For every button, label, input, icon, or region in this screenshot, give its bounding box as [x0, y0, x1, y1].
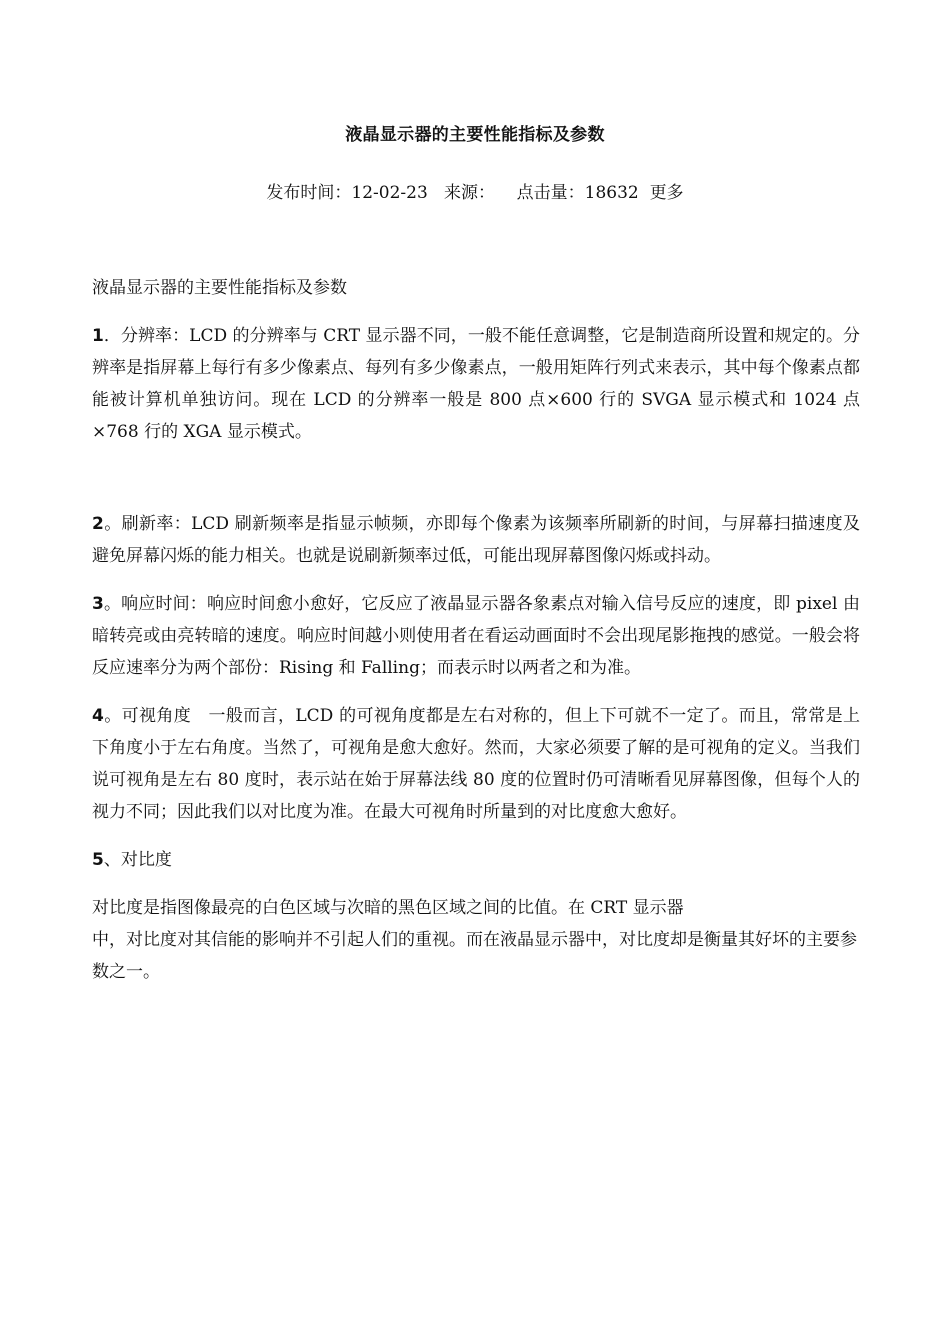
section-refresh-rate: [92, 508, 860, 572]
article-meta: [0, 178, 950, 203]
contrast-line-1: 对比度是指图像最亮的白色区域与次暗的黑色区域之间的比值。在 CRT 显示器: [92, 898, 684, 918]
section-text: 。响应时间：响应时间愈小愈好，它反应了液晶显示器各象素点对输入信号反应的速度，即 pixel 由暗转亮或由亮转暗的速度。响应时间越小则使用者在看运动画面时不会出现尾影拖拽的感觉。一般会将反应速率分为两个部份：Rising 和 Falling；而表示时以两者之和为准。: [92, 594, 860, 678]
section-contrast-heading: [92, 844, 860, 876]
more-link[interactable]: 更多: [649, 183, 684, 203]
clicks-count: 18632: [584, 183, 639, 203]
section-text: ．分辨率：LCD 的分辨率与 CRT 显示器不同，一般不能任意调整，它是制造商所设置和规定的。分辨率是指屏幕上每行有多少像素点、每列有多少像素点，一般用矩阵行列式来表示，其中每个像素点都能被计算机单独访问。现在 LCD 的分辨率一般是 800 点×600 行的 SVGA 显示模式和 1024 点×768 行的 XGA 显示模式。: [92, 326, 860, 442]
clicks-label: 点击量：: [516, 183, 585, 203]
article-body: [92, 272, 860, 988]
section-number: 3: [92, 594, 104, 614]
section-response-time: [92, 588, 860, 684]
published-label: 发布时间：: [266, 183, 352, 203]
section-number: 1: [92, 326, 104, 346]
section-text: 。刷新率：LCD 刷新频率是指显示帧频，亦即每个像素为该频率所刷新的时间，与屏幕扫描速度及避免屏幕闪烁的能力相关。也就是说刷新频率过低，可能出现屏幕图像闪烁或抖动。: [92, 514, 860, 566]
section-text: 、对比度: [103, 850, 172, 870]
section-number: 5: [92, 850, 104, 870]
section-viewing-angle: [92, 700, 860, 828]
contrast-paragraph: [92, 892, 860, 988]
section-resolution: [92, 320, 860, 448]
section-number: 4: [92, 706, 104, 726]
intro-paragraph: 液晶显示器的主要性能指标及参数: [92, 278, 347, 298]
published-date: 12-02-23: [351, 183, 428, 203]
source-label: 来源：: [444, 183, 496, 203]
section-number: 2: [92, 514, 104, 534]
article-title: 液晶显示器的主要性能指标及参数: [345, 125, 605, 145]
section-text: 。可视角度 一般而言，LCD 的可视角度都是左右对称的，但上下可就不一定了。而且，常常是上下角度小于左右角度。当然了，可视角是愈大愈好。然而，大家必须要了解的是可视角的定义。当我们说可视角是左右 80 度时，表示站在始于屏幕法线 80 度的位置时仍可清晰看见屏幕图像，但每个人的视力不同；因此我们以对比度为准。在最大可视角时所量到的对比度愈大愈好。: [92, 706, 860, 822]
contrast-line-2: 中，对比度对其信能的影响并不引起人们的重视。而在液晶显示器中，对比度却是衡量其好坏的主要参数之一。: [92, 930, 857, 982]
